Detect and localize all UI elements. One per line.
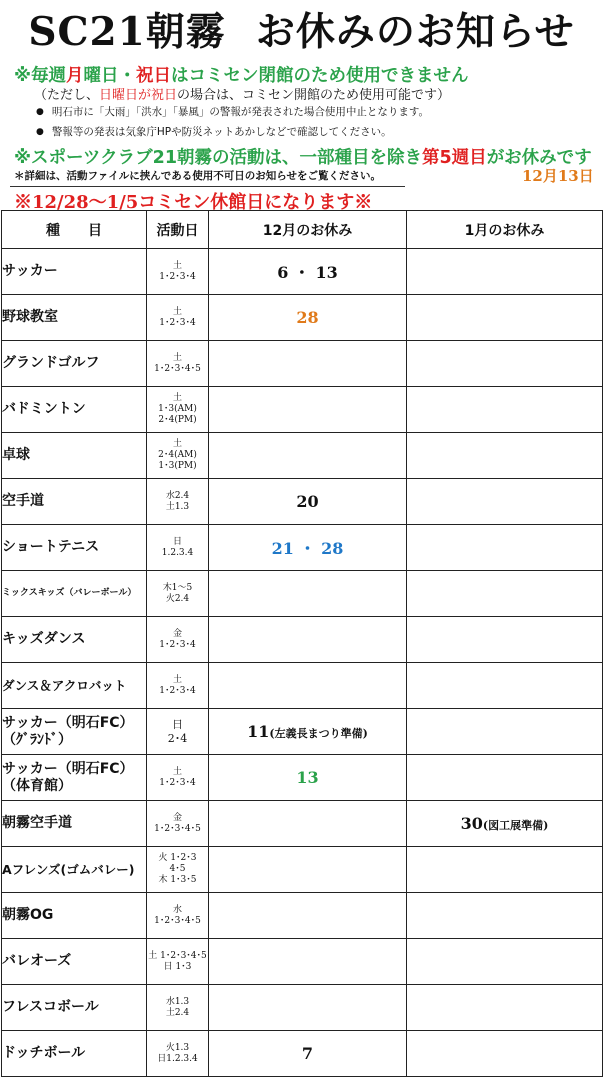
cell-december xyxy=(209,893,407,939)
cell-event: ダンス＆アクロバット xyxy=(2,663,147,709)
cell-january xyxy=(407,847,603,893)
cell-event: サッカー xyxy=(2,249,147,295)
table-header-row xyxy=(2,211,603,249)
cell-december xyxy=(209,663,407,709)
cell-december xyxy=(209,249,407,295)
cell-event: バドミントン xyxy=(2,387,147,433)
table-row xyxy=(2,893,603,939)
cell-january xyxy=(407,249,603,295)
table-row xyxy=(2,341,603,387)
cell-days: 日 2･4 xyxy=(147,709,209,755)
table-row xyxy=(2,1031,603,1077)
cell-january xyxy=(407,1031,603,1077)
cell-january xyxy=(407,663,603,709)
notice-details: ＊詳細は、活動ファイルに挟んである使用不可日のお知らせをご覧ください。 xyxy=(14,170,381,182)
header-days: 活動日 xyxy=(147,211,209,249)
cell-event: 卓球 xyxy=(2,433,147,479)
cell-january xyxy=(407,709,603,755)
december-holiday: 6 ・ 13 xyxy=(277,263,338,282)
notice-text-segment: 日曜日が祝日 xyxy=(99,88,178,103)
page-title xyxy=(0,4,603,60)
december-holiday: 11 xyxy=(247,722,270,741)
bullet-icon: ● xyxy=(36,127,44,137)
notice-date: 12月13日 xyxy=(522,167,594,185)
cell-days: 土 1･2･3･4 xyxy=(147,295,209,341)
notice-warning-source: ● 警報等の発表は気象庁HPや防災ネットあかしなどで確認してください。 xyxy=(36,126,392,138)
cell-event: 朝霧OG xyxy=(2,893,147,939)
schedule-table xyxy=(1,210,603,1077)
cell-january xyxy=(407,617,603,663)
title-club: SC21朝霧 xyxy=(28,9,226,55)
cell-days: 金 1･2･3･4 xyxy=(147,617,209,663)
cell-january xyxy=(407,295,603,341)
notice-weather-warning: ● 明石市に「大雨」「洪水」「暴風」の警報が発表された場合使用中止となります。 xyxy=(36,106,430,118)
cell-days: 火1.3 日1.2.3.4 xyxy=(147,1031,209,1077)
cell-december xyxy=(209,295,407,341)
december-holiday: 21 ・ 28 xyxy=(271,539,344,558)
notice-sunday-exception xyxy=(34,84,450,103)
cell-december xyxy=(209,939,407,985)
notice-text-segment: の場合は、コミセン開館のため使用可能です） xyxy=(177,88,451,103)
cell-january xyxy=(407,433,603,479)
cell-event: ドッチボール xyxy=(2,1031,147,1077)
cell-december xyxy=(209,755,407,801)
notice-text-segment: ※毎週 xyxy=(14,66,67,86)
cell-days: 土 1･3(AM) 2･4(PM) xyxy=(147,387,209,433)
notice-text-segment: 月 xyxy=(66,66,84,86)
cell-december xyxy=(209,617,407,663)
notice-text-segment: 祝日 xyxy=(136,66,172,86)
cell-january xyxy=(407,571,603,617)
title-notice: お休みのお知らせ xyxy=(255,9,575,55)
cell-days: 土 1･2･3･4･5 日 1･3 xyxy=(147,939,209,985)
cell-december xyxy=(209,433,407,479)
january-holiday: 30 xyxy=(460,814,483,833)
cell-december xyxy=(209,1031,407,1077)
cell-event: 野球教室 xyxy=(2,295,147,341)
notice-text-segment: （ただし、 xyxy=(34,88,100,103)
table-row xyxy=(2,433,603,479)
cell-event: Aフレンズ(ゴムバレー) xyxy=(2,847,147,893)
table-row xyxy=(2,985,603,1031)
cell-january xyxy=(407,939,603,985)
cell-january xyxy=(407,893,603,939)
cell-days: 土 1･2･3･4･5 xyxy=(147,341,209,387)
cell-january xyxy=(407,801,603,847)
notice-fifth-week xyxy=(14,144,592,169)
cell-event: キッズダンス xyxy=(2,617,147,663)
divider xyxy=(10,186,405,187)
notice-text-segment: 曜日・ xyxy=(83,66,137,86)
table-row xyxy=(2,617,603,663)
cell-event: バレオーズ xyxy=(2,939,147,985)
cell-event: 空手道 xyxy=(2,479,147,525)
cell-january xyxy=(407,755,603,801)
cell-days: 土 1･2･3･4 xyxy=(147,755,209,801)
cell-event: ショートテニス xyxy=(2,525,147,571)
table-row xyxy=(2,939,603,985)
table-row xyxy=(2,387,603,433)
cell-event: フレスコボール xyxy=(2,985,147,1031)
bullet-icon: ● xyxy=(36,107,44,117)
table-row xyxy=(2,295,603,341)
january-note: (図工展準備) xyxy=(482,819,549,832)
table-row xyxy=(2,571,603,617)
cell-event: サッカー（明石FC） （体育館） xyxy=(2,755,147,801)
cell-days: 水2.4 土1.3 xyxy=(147,479,209,525)
cell-event: ミックスキッズ（バレーボール） xyxy=(2,571,147,617)
cell-days: 土 1･2･3･4 xyxy=(147,663,209,709)
notice-text-segment: がお休みです xyxy=(486,148,592,168)
header-january: 1月のお休み xyxy=(407,211,603,249)
table-row xyxy=(2,801,603,847)
cell-days: 水1.3 土2.4 xyxy=(147,985,209,1031)
cell-event: グランドゴルフ xyxy=(2,341,147,387)
notice-text-segment: はコミセン閉館のため使用できません xyxy=(171,66,469,86)
cell-december xyxy=(209,847,407,893)
december-holiday: 20 xyxy=(296,492,319,511)
cell-days: 土 1･2･3･4 xyxy=(147,249,209,295)
cell-event: サッカー（明石FC） （ｸﾞﾗﾝﾄﾞ） xyxy=(2,709,147,755)
cell-event: 朝霧空手道 xyxy=(2,801,147,847)
cell-december xyxy=(209,341,407,387)
december-holiday: 13 xyxy=(296,768,319,787)
cell-december xyxy=(209,479,407,525)
cell-december xyxy=(209,571,407,617)
cell-days: 金 1･2･3･4･5 xyxy=(147,801,209,847)
notice-holiday-period: ※12/28～1/5コミセン休館日になります※ xyxy=(14,192,373,213)
cell-january xyxy=(407,525,603,571)
table-row xyxy=(2,709,603,755)
december-holiday: 28 xyxy=(296,308,319,327)
table-row xyxy=(2,847,603,893)
notice-text-segment: 第5週目 xyxy=(422,148,487,168)
cell-days: 木1～5 火2.4 xyxy=(147,571,209,617)
cell-january xyxy=(407,387,603,433)
december-note: (左義長まつり準備) xyxy=(269,727,368,740)
cell-january xyxy=(407,479,603,525)
cell-days: 日 1.2.3.4 xyxy=(147,525,209,571)
cell-days: 水 1･2･3･4･5 xyxy=(147,893,209,939)
cell-days: 土 2･4(AM) 1･3(PM) xyxy=(147,433,209,479)
notice-text-segment: ※スポーツクラブ21朝霧の活動は、一部種目を除き xyxy=(14,148,422,168)
cell-december xyxy=(209,387,407,433)
table-row xyxy=(2,525,603,571)
cell-december xyxy=(209,801,407,847)
cell-january xyxy=(407,341,603,387)
cell-days: 火 1･2･3 4･5 木 1･3･5 xyxy=(147,847,209,893)
december-holiday: 7 xyxy=(301,1044,314,1063)
cell-january xyxy=(407,985,603,1031)
table-row xyxy=(2,755,603,801)
cell-december xyxy=(209,525,407,571)
header-event: 種 目 xyxy=(2,211,147,249)
table-row xyxy=(2,249,603,295)
table-row xyxy=(2,479,603,525)
table-row xyxy=(2,663,603,709)
cell-december xyxy=(209,985,407,1031)
cell-december xyxy=(209,709,407,755)
header-december: 12月のお休み xyxy=(209,211,407,249)
